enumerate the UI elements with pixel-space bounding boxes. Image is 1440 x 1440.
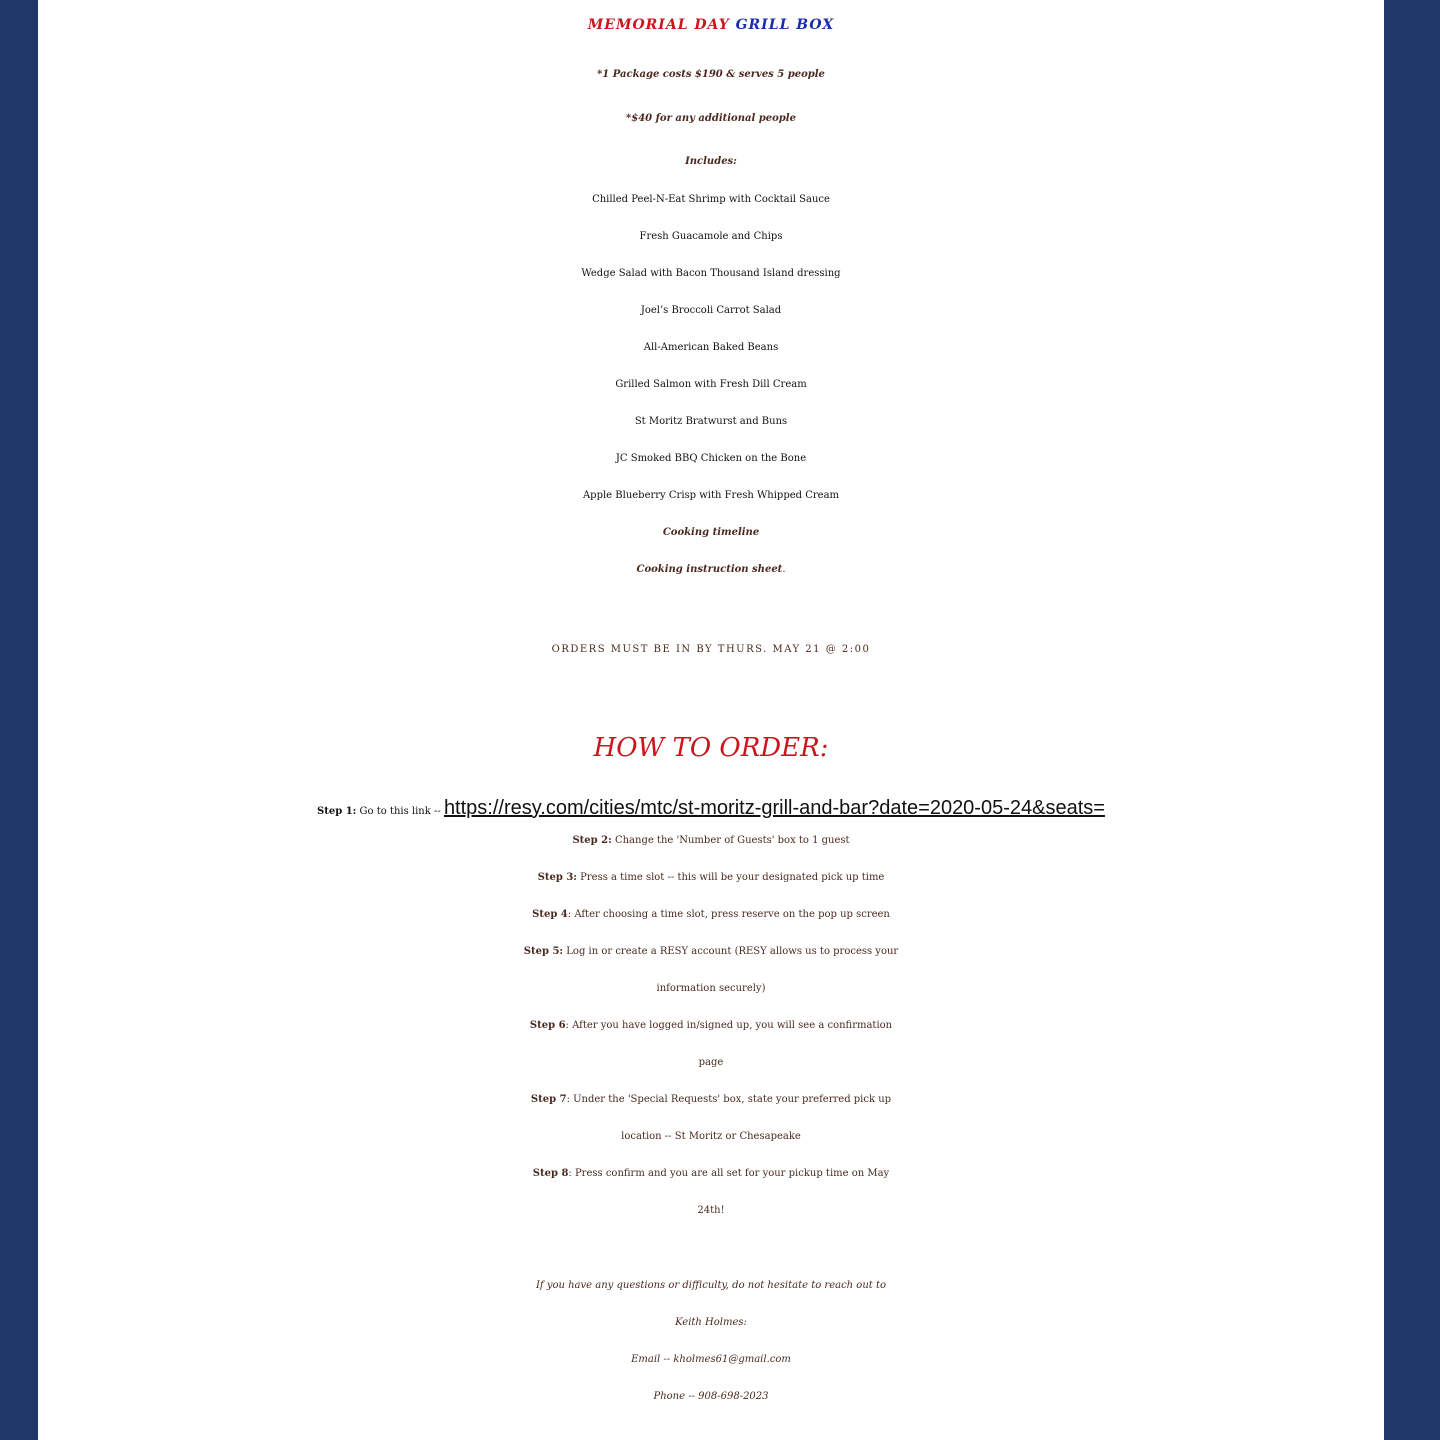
step-text: Log in or create a RESY account (RESY allows us to process your [563,946,899,957]
contact-intro: If you have any questions or difficulty, do not hesitate to reach out to [535,1280,886,1291]
how-to-order-heading: HOW TO ORDER: [593,733,829,763]
cooking-timeline: Cooking timeline [662,527,760,538]
step-text: : Under the 'Special Requests' box, state your preferred pick up [566,1094,892,1105]
menu-item: St Moritz Bratwurst and Buns [634,416,788,427]
step-label: Step 5: [523,946,564,957]
step-label: Step 4 [532,909,568,920]
step-label: Step 8 [532,1168,569,1179]
menu-item: Apple Blueberry Crisp with Fresh Whipped Cream [582,490,840,501]
step-1 [38,798,1384,818]
flyer-title [38,18,1384,32]
step-label: Step 6 [529,1020,566,1031]
step-4 [38,910,1384,920]
step-label: Step 1: [317,806,357,817]
additional-people-line: *$40 for any additional people [626,113,796,124]
step-text: : After choosing a time slot, press reserve on the pop up screen [567,909,890,920]
step-text: Go to this link -- [356,806,444,817]
step-2 [38,836,1384,846]
cooking-instruction-line [38,565,1384,575]
menu-item: Wedge Salad with Bacon Thousand Island dressing [581,268,841,279]
step-text: : Press confirm and you are all set for your pickup time on May [568,1168,890,1179]
menu-item: JC Smoked BBQ Chicken on the Bone [615,453,807,464]
step-8 [38,1169,1384,1179]
step-text: Change the 'Number of Guests' box to 1 guest [611,835,850,846]
contact-email[interactable]: Email -- kholmes61@gmail.com [631,1354,791,1365]
title-part-memorial-day: MEMORIAL DAY [587,17,730,33]
step-7 [38,1095,1384,1105]
cooking-instruction-sheet: Cooking instruction sheet [636,564,783,575]
menu-item: All-American Baked Beans [643,342,779,353]
step-7-continued: location -- St Moritz or Chesapeake [621,1131,801,1142]
flyer [38,0,1384,1440]
instruction-period: . [782,564,786,575]
menu-item: Grilled Salmon with Fresh Dill Cream [615,379,807,390]
step-5-continued: information securely) [656,983,766,994]
step-8-continued: 24th! [697,1205,725,1216]
step-label: Step 2: [572,835,612,846]
order-deadline: ORDERS MUST BE IN BY THURS. MAY 21 @ 2:00 [551,644,871,655]
menu-item: Chilled Peel-N-Eat Shrimp with Cocktail Sauce [592,194,830,205]
resy-link[interactable]: https://resy.com/cities/mtc/st-moritz-grill-and-bar?date=2020-05-24&seats= [443,797,1105,819]
includes-label: Includes: [685,156,737,167]
step-6 [38,1021,1384,1031]
contact-name: Keith Holmes: [675,1317,747,1328]
title-part-grill-box: GRILL BOX [735,17,835,33]
price-line: *1 Package costs $190 & serves 5 people [597,69,825,80]
step-label: Step 7 [530,1094,567,1105]
step-text: Press a time slot -- this will be your designated pick up time [576,872,885,883]
step-6-continued: page [698,1057,724,1068]
contact-phone[interactable]: Phone -- 908-698-2023 [653,1391,769,1402]
menu-item: Joel’s Broccoli Carrot Salad [640,305,782,316]
step-label: Step 3: [537,872,577,883]
step-5 [38,947,1384,957]
step-text: : After you have logged in/signed up, you will see a confirmation [565,1020,893,1031]
menu-item: Fresh Guacamole and Chips [639,231,783,242]
step-3 [38,873,1384,883]
